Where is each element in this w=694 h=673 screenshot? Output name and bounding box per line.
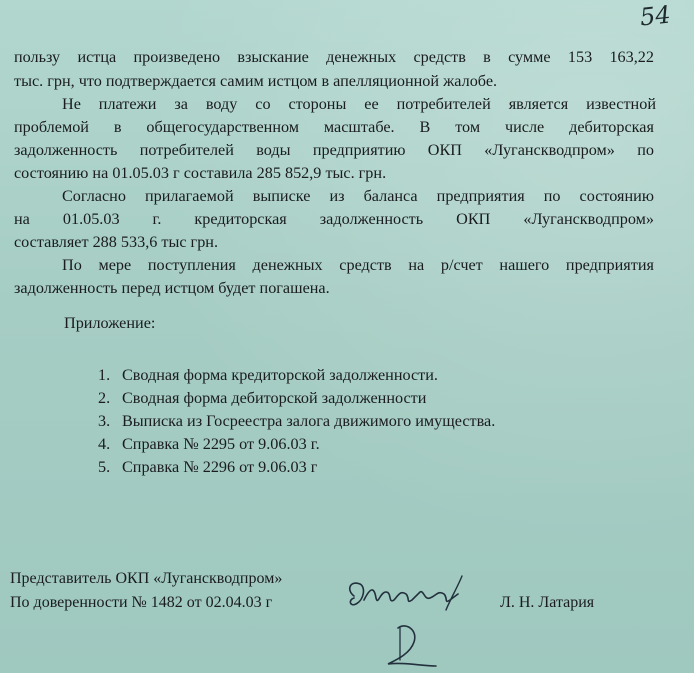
attachment-number: 1. [98, 366, 111, 384]
body-word: проблемой [14, 118, 89, 136]
body-word: том [455, 118, 481, 136]
body-word: ОКП [456, 210, 491, 228]
body-word: 163,22 [609, 48, 654, 66]
body-word: ее [364, 95, 379, 113]
body-line [62, 186, 654, 206]
body-line [14, 47, 654, 67]
body-word: поступления [147, 256, 236, 274]
signatory-title: Представитель ОКП «Луганскводпром» [10, 570, 283, 587]
body-word: «Луганскводпром» [523, 210, 654, 228]
body-word: из [329, 187, 345, 205]
body-word: известной [586, 95, 656, 113]
attachment-text: Справка № 2295 от 9.06.03 г. [122, 435, 320, 453]
body-word: предприятия [565, 256, 654, 274]
body-word: 153 [567, 48, 593, 66]
signer-name: Л. Н. Латария [500, 594, 595, 611]
body-word: состоянию [579, 187, 654, 205]
body-line [62, 255, 654, 275]
attachment-item [98, 410, 495, 433]
attachment-number: 3. [98, 412, 111, 430]
body-line: задолженность перед истцом будет погашена. [14, 279, 330, 297]
attachment-item [98, 364, 495, 387]
body-word: пользу [14, 48, 61, 66]
attachment-item [98, 456, 495, 479]
body-word: выписке [252, 187, 311, 205]
body-word: ОКП [427, 141, 462, 159]
body-word: потребителей [396, 95, 491, 113]
body-word: Не [62, 95, 81, 113]
body-word: Согласно [62, 187, 126, 205]
body-word: 01.05.03 [62, 210, 120, 228]
body-word: предприятия [436, 187, 525, 205]
body-word: общегосударственном [146, 118, 300, 136]
body-word: дебиторская [569, 118, 654, 136]
body-word: предприятию [312, 141, 406, 159]
body-word: за [174, 95, 188, 113]
attachment-text: Сводная форма кредиторской задолженности. [122, 366, 438, 384]
body-word: прилагаемой [144, 187, 234, 205]
body-word: платежи [98, 95, 157, 113]
attachment-text: Справка № 2296 от 9.06.03 г [122, 458, 318, 476]
body-word: р/счет [440, 256, 483, 274]
body-word: со [255, 95, 271, 113]
body-word: воду [205, 95, 238, 113]
attachment-item [98, 387, 495, 410]
body-word: задолженность [319, 210, 424, 228]
attachments-list [98, 364, 495, 479]
body-line [62, 94, 656, 114]
body-word: сумме [508, 48, 551, 66]
body-line [14, 209, 654, 229]
attachment-item [98, 433, 495, 456]
body-word: нашего [499, 256, 550, 274]
proxy-reference: По доверенности № 1482 от 02.04.03 г [10, 594, 273, 611]
body-word: денежных [326, 48, 397, 66]
body-word: По [62, 256, 82, 274]
body-word: В [419, 118, 431, 136]
attachment-number: 4. [98, 435, 111, 453]
attachments-heading: Приложение: [64, 314, 156, 332]
body-line [14, 140, 654, 160]
body-word: денежных [252, 256, 323, 274]
attachment-number: 2. [98, 389, 111, 407]
body-word: задолженность [14, 141, 118, 159]
attachment-text: Выписка из Госреестра залога движимого имущества. [122, 412, 496, 430]
body-line: состоянию на 01.05.03 г составила 285 852,9 тыс. грн. [14, 164, 387, 182]
body-line: составляет 288 533,6 тыс грн. [14, 233, 219, 251]
body-word: «Луганскводпром» [484, 141, 615, 159]
body-word: по [637, 141, 654, 159]
body-word: по [543, 187, 561, 205]
body-word: средств [339, 256, 392, 274]
body-word: истца [77, 48, 117, 66]
handwritten-signature [340, 570, 480, 673]
body-word: средств [413, 48, 466, 66]
body-word: произведено [133, 48, 221, 66]
body-word: в [113, 118, 122, 136]
body-word: числе [504, 118, 545, 136]
body-word: баланса [363, 187, 418, 205]
body-word: является [508, 95, 569, 113]
body-word: воды [256, 141, 291, 159]
body-word: на [14, 210, 30, 228]
body-line [14, 117, 654, 137]
body-word: кредиторская [194, 210, 287, 228]
body-word: мере [98, 256, 132, 274]
body-word: масштабе. [323, 118, 395, 136]
attachment-number: 5. [98, 458, 111, 476]
body-word: г. [152, 210, 162, 228]
attachment-text: Сводная форма дебиторской задолженности [122, 389, 427, 407]
body-line: тыс. грн, что подтверждается самим истцом в апелляционной жалобе. [14, 72, 498, 90]
body-word: в [483, 48, 491, 66]
page-number: 54 [638, 0, 672, 32]
body-word: стороны [288, 95, 347, 113]
body-word: на [408, 256, 425, 274]
body-word: взыскание [237, 48, 309, 66]
body-word: потребителей [139, 141, 234, 159]
